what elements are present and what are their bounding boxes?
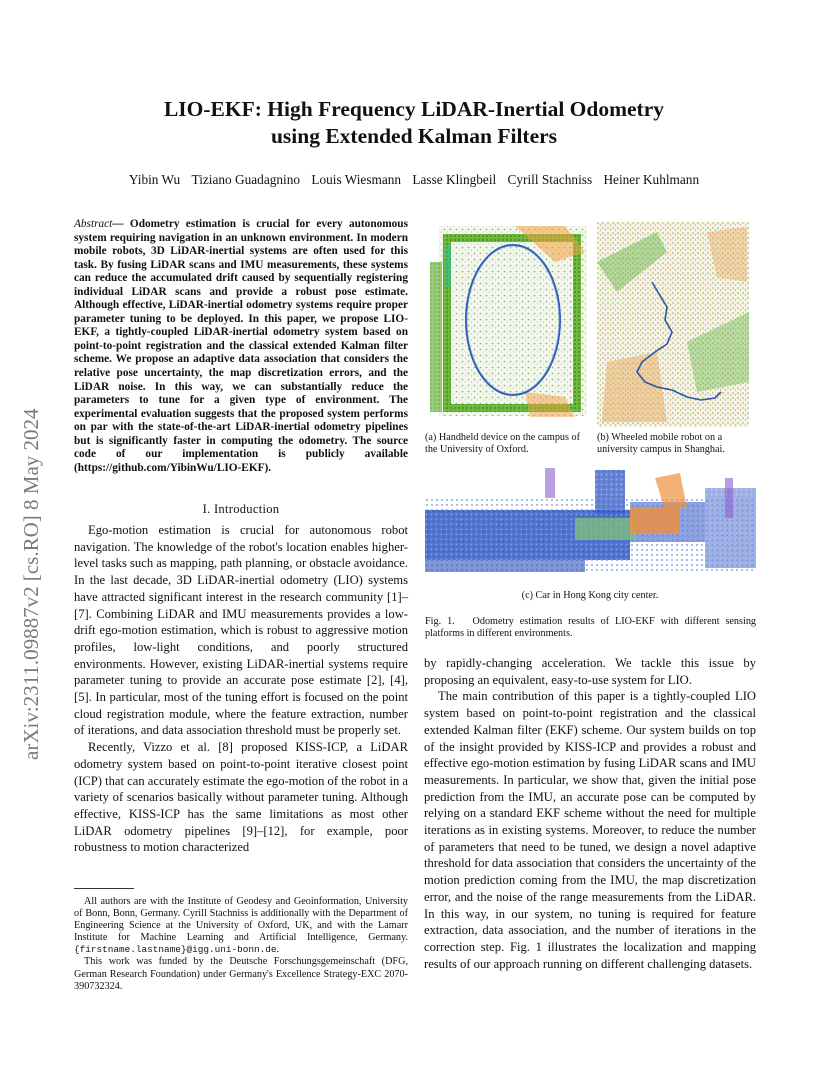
paper-title [0, 96, 828, 150]
footnotes: All authors are with the Institute of Geodesy and Geoinformation, University of Bonn, Bonn, Germany. Cyrill Stachniss is additionally with the Department of Engineering Science at the University of Oxford, UK, and with the Lamarr Institute for Machine Learning and Artificial Intelligence, Germany. {firstname.lastname}@igg.uni-bonn.de. This work was funded by the Deutsche Forschungsgemeinschaft (DFG, German Research Foundation) under Germany's Excellence Strategy-EXC 2070-390732324. [74, 896, 408, 992]
arxiv-stamp-text: arXiv:2311.09887v2 [cs.RO] 8 May 2024 [19, 408, 43, 760]
author: Tiziano Guadagnino [191, 172, 301, 187]
figure-1c-image [425, 468, 756, 586]
figure-1a-caption: (a) Handheld device on the campus of the University of Oxford. [425, 432, 581, 456]
figure-1-caption-text: Odometry estimation results of LIO-EKF with different sensing platforms in different environments. [425, 616, 757, 640]
author: Yibin Wu [128, 172, 181, 187]
abstract-label: Abstract [74, 218, 113, 230]
footnote-affiliation: All authors are with the Institute of Geodesy and Geoinformation, University of Bonn, Bonn, Germany. Cyrill Stachniss is additionally with the Department of Engineering Science at the University of Oxford, UK, and with the Lamarr Institute for Machine Learning and Artificial Intelligence, Germany. [74, 896, 408, 944]
footnote-rule [74, 888, 134, 889]
paragraph: Ego-motion estimation is crucial for autonomous robot navigation. The knowledge of the robot's location enables higher-level tasks such as mapping, path planning, or obstacle avoidance. In the last decade, 3D LiDAR-inertial odometry (LIO) systems have attracted significant interest in the research community [1]–[7]. Combining LiDAR and IMU measurements provides a low-drift ego-motion estimation, which is robust to aggressive motion profiles, low-light conditions, and poorly structured environments. However, existing LiDAR-inertial systems require parameter tuning to provide an accurate pose estimate [2], [4], [5]. In particular, most of the tuning effort is focused on the point cloud registration module, where the feature extraction, number of iterations, and data association threshold must be properly set. [74, 523, 408, 738]
paragraph: The main contribution of this paper is a tightly-coupled LIO system based on point-to-point registration and the classical extended Kalman filter (EKF) scheme. Our system builds on top of the insight provided by KISS-ICP and provides a robust and effective ego-motion estimation by fusing LiDAR scans and IMU measurements. In particular, we show that, given the initial pose prediction from the IMU, an accurate pose can be computed by relying on a standard EKF scheme without the need for multiple iterations as in existing systems. Moreover, to reduce the number of parameters that need to be tuned, we design a novel adaptive threshold for data association that considers the uncertainty of the motion prediction coming from the IMU, the map discretization error, and the noise of the range measurements from the LiDAR. In this way, in our system, no tuning is required for feature extraction, data association, and the number of iterations in the correction step. Fig. 1 illustrates the localization and mapping results of our approach running on different challenging datasets. [424, 689, 756, 971]
title-line-1: LIO-EKF: High Frequency LiDAR-Inertial Odometry [163, 97, 665, 121]
author: Lasse Klingbeil [412, 172, 497, 187]
figure-1-label: Fig. 1. [425, 616, 455, 627]
right-column-text [424, 655, 756, 972]
title-line-2: using Extended Kalman Filters [270, 124, 558, 148]
footnote-funding: This work was funded by the Deutsche Forschungsgemeinschaft (DFG, German Research Foundation) under Germany's Excellence Strategy-EXC 2070-390732324. [74, 956, 408, 992]
figure-1c-caption: (c) Car in Hong Kong city center. [521, 590, 659, 601]
figure-1a-image [425, 222, 591, 427]
arxiv-stamp [8, 290, 48, 770]
author: Heiner Kuhlmann [603, 172, 700, 187]
paragraph: by rapidly-changing acceleration. We tackle this issue by proposing an equivalent, easy-to-use system for LIO. [424, 656, 756, 687]
paragraph: Recently, Vizzo et al. [8] proposed KISS-ICP, a LiDAR odometry system based on point-to-point iterative closest point (ICP) that can accurately estimate the ego-motion of the robot in a variety of scenarios basically without parameter tuning. Although effective, KISS-ICP has the same limitations as most other LiDAR odometry pipelines [9]–[12], for example, poor robustness to motion characterized [74, 740, 408, 855]
footnote-email: {firstname.lastname}@igg.uni-bonn.de [74, 944, 277, 956]
author-list [0, 172, 828, 188]
intro-text [74, 522, 408, 856]
author: Louis Wiesmann [311, 172, 402, 187]
section-heading: I. Introduction [202, 502, 280, 516]
author: Cyrill Stachniss [507, 172, 593, 187]
figure-1b-caption: (b) Wheeled mobile robot on a university campus in Shanghai. [597, 432, 725, 456]
figure-1-caption [425, 616, 756, 641]
figure-1b-image [597, 222, 749, 427]
abstract [74, 218, 408, 475]
abstract-text: — Odometry estimation is crucial for every autonomous system requiring navigation in an unknown environment. In modern mobile robots, 3D LiDAR-inertial systems are often used for this task. By fusing LiDAR scans and IMU measurements, these systems can reduce the accumulated drift caused by sequentially registering individual LiDAR scans and provide a robust pose estimate. Although effective, LiDAR-inertial odometry systems require proper parameter tuning to be deployed. In this paper, we propose LIO-EKF, a tightly-coupled LiDAR-inertial odometry system based on point-to-point registration and the classical extended Kalman filter scheme. We propose an adaptive data association that considers the relative pose uncertainty, the map discretization errors, and the LiDAR noise. In this way, we can substantially reduce the parameters to tune for a given type of environment. The experimental evaluation suggests that the proposed system performs on par with the state-of-the-art LiDAR-inertial odometry pipelines but is significantly faster in computing the odometry. The source code of our implementation is publicly available (https://github.com/YibinWu/LIO-EKF). [74, 218, 408, 474]
